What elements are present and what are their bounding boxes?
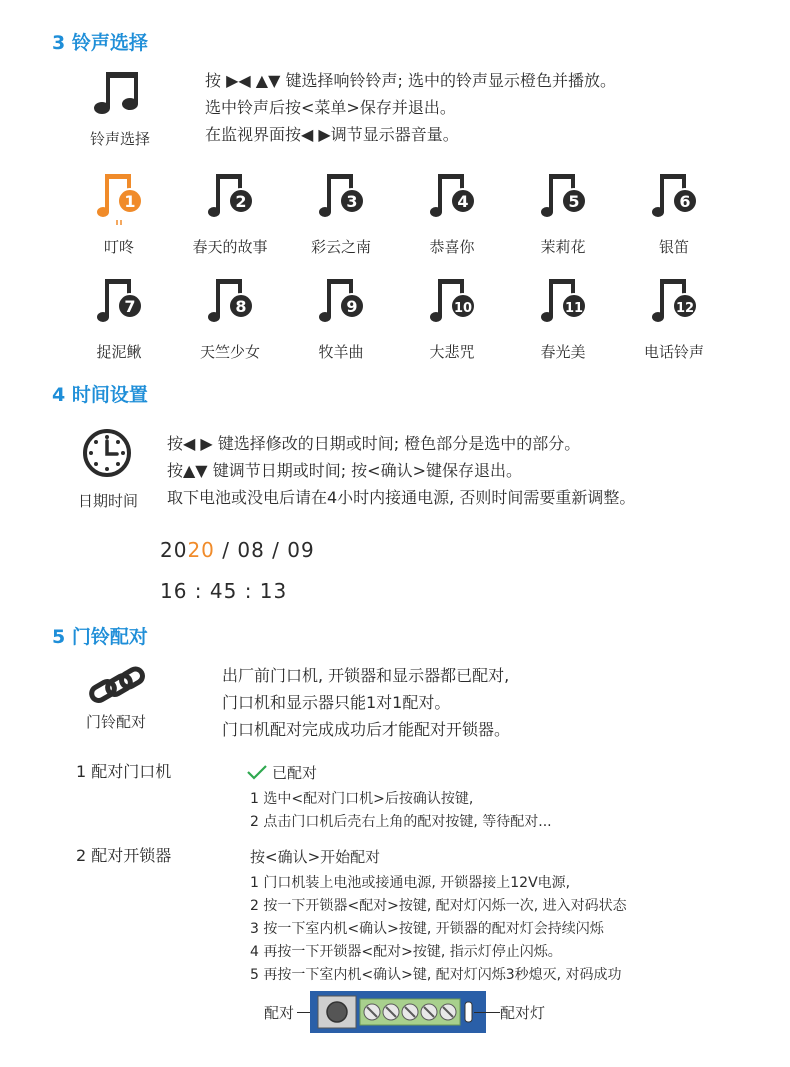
pair-door-step-2: 2 点击门口机后壳右上角的配对按键, 等待配对... — [250, 814, 552, 830]
time-section-title: 4 时间设置 — [52, 384, 148, 406]
ringtone-number: 6 — [679, 192, 691, 211]
ringtone-name: 牧羊曲 — [318, 343, 364, 361]
ringtone-number: 1 — [124, 192, 136, 211]
ringtone-item[interactable] — [69, 275, 169, 367]
clock-icon — [82, 428, 132, 478]
ringtone-name: 大悲咒 — [429, 343, 475, 361]
pair-unlocker-step-4: 4 再按一下开锁器<配对>按键, 指示灯停止闪烁。 — [250, 944, 562, 960]
ringtone-name: 彩云之南 — [310, 238, 371, 256]
ringtone-number: 11 — [564, 301, 584, 316]
ringtone-note-icon — [319, 275, 365, 331]
ringtone-item[interactable] — [402, 275, 502, 367]
unlocker-board-diagram — [310, 991, 486, 1033]
ringtone-line-2: 选中铃声后按<菜单>保存并退出。 — [205, 98, 456, 117]
pair-led-label: 配对灯 — [500, 1004, 546, 1022]
ringtone-name: 电话铃声 — [643, 343, 704, 361]
ringtone-icon-label: 铃声选择 — [89, 130, 150, 148]
ringtone-note-icon — [319, 170, 365, 226]
pairing-section-title: 5 门铃配对 — [52, 626, 148, 648]
pair-unlocker-status: 按<确认>开始配对 — [250, 848, 381, 866]
pair-door-steps — [250, 788, 552, 834]
date-year-prefix: 20 — [160, 538, 188, 562]
pair-door-step-1: 1 选中<配对门口机>后按确认按键, — [250, 791, 474, 807]
ringtone-number: 12 — [675, 301, 695, 316]
pair-unlocker-step-1: 1 门口机装上电池或接通电源, 开锁器接上12V电源, — [250, 875, 571, 891]
time-line-3: 取下电池或没电后请在4小时内接通电源, 否则时间需要重新调整。 — [167, 488, 636, 507]
date-rest: / 08 / 09 — [214, 538, 315, 562]
time-line-1: 按◀ ▶ 键选择修改的日期或时间; 橙色部分是选中的部分。 — [167, 434, 581, 453]
ringtone-name: 春天的故事 — [192, 238, 268, 256]
ringtone-item[interactable] — [513, 275, 613, 367]
ringtone-number: 4 — [457, 192, 469, 211]
pairing-line-2: 门口机和显示器只能1对1配对。 — [222, 693, 451, 712]
ringtone-number: 9 — [346, 297, 358, 316]
led-leader — [474, 1012, 500, 1013]
ringtone-number: 5 — [568, 192, 580, 211]
ringtone-number: 8 — [235, 297, 247, 316]
chain-link-icon — [88, 666, 146, 706]
ringtone-item[interactable] — [180, 170, 280, 262]
ringtone-number: 7 — [124, 297, 136, 316]
ringtone-name: 叮咚 — [103, 238, 134, 256]
ringtone-note-icon — [97, 275, 143, 331]
ringtone-note-icon — [652, 170, 698, 226]
pairing-icon-label: 门铃配对 — [85, 713, 146, 731]
ringtone-name: 天竺少女 — [199, 343, 260, 361]
ringtone-item[interactable] — [291, 275, 391, 367]
ringtone-name: 春光美 — [540, 343, 586, 361]
ringtone-instructions — [205, 67, 616, 148]
ringtone-note-icon — [541, 275, 587, 331]
ringtone-item[interactable] — [180, 275, 280, 367]
ringtone-number: 3 — [346, 192, 358, 211]
ringtone-name: 茉莉花 — [540, 238, 586, 256]
music-note-icon — [92, 66, 142, 116]
pair-unlocker-step-3: 3 按一下室内机<确认>按键, 开锁器的配对灯会持续闪烁 — [250, 921, 604, 937]
ringtone-name: 捉泥鳅 — [96, 343, 142, 361]
pairing-instructions — [222, 662, 510, 743]
ringtone-section-title: 3 铃声选择 — [52, 32, 148, 54]
ringtone-number: 2 — [235, 192, 247, 211]
time-line-2: 按▲▼ 键调节日期或时间; 按<确认>键保存退出。 — [167, 461, 522, 480]
ringtone-line-1: 按 ▶◀ ▲▼ 键选择响铃铃声; 选中的铃声显示橙色并播放。 — [205, 71, 616, 90]
time-icon-label: 日期时间 — [77, 492, 138, 510]
time-instructions — [167, 430, 635, 511]
ringtone-name: 恭喜你 — [429, 238, 475, 256]
pair-unlocker-step-5: 5 再按一下室内机<确认>键, 配对灯闪烁3秒熄灭, 对码成功 — [250, 967, 622, 983]
ringtone-item[interactable] — [513, 170, 613, 262]
ringtone-note-icon — [208, 170, 254, 226]
ringtone-note-icon — [430, 275, 476, 331]
ringtone-item[interactable] — [624, 170, 724, 262]
ringtone-note-icon — [97, 170, 143, 226]
ringtone-note-icon — [652, 275, 698, 331]
ringtone-item[interactable] — [624, 275, 724, 367]
ringtone-note-icon — [430, 170, 476, 226]
ringtone-number: 10 — [453, 301, 473, 316]
pair-unlocker-label[interactable]: 2 配对开锁器 — [76, 846, 172, 865]
pairing-line-1: 出厂前门口机, 开锁器和显示器都已配对, — [222, 666, 510, 685]
ringtone-item[interactable] — [69, 170, 169, 262]
pair-unlocker-steps — [250, 872, 627, 987]
ringtone-note-icon — [208, 275, 254, 331]
pair-door-unit-label[interactable]: 1 配对门口机 — [76, 762, 172, 781]
ringtone-item[interactable] — [402, 170, 502, 262]
clock-display[interactable]: 16 : 45 : 13 — [160, 579, 288, 603]
ringtone-note-icon — [541, 170, 587, 226]
pairing-line-3: 门口机配对完成成功后才能配对开锁器。 — [222, 720, 511, 739]
checkmark-icon — [246, 764, 268, 780]
paired-status: 已配对 — [272, 764, 318, 782]
pair-button-label: 配对 — [264, 1004, 295, 1022]
pair-unlocker-step-2: 2 按一下开锁器<配对>按键, 配对灯闪烁一次, 进入对码状态 — [250, 898, 627, 914]
date-display[interactable] — [160, 538, 315, 562]
ringtone-name: 银笛 — [658, 238, 689, 256]
ringtone-item[interactable] — [291, 170, 391, 262]
ringtone-line-3: 在监视界面按◀ ▶调节显示器音量。 — [205, 125, 459, 144]
date-year-selected[interactable]: 20 — [187, 538, 215, 562]
